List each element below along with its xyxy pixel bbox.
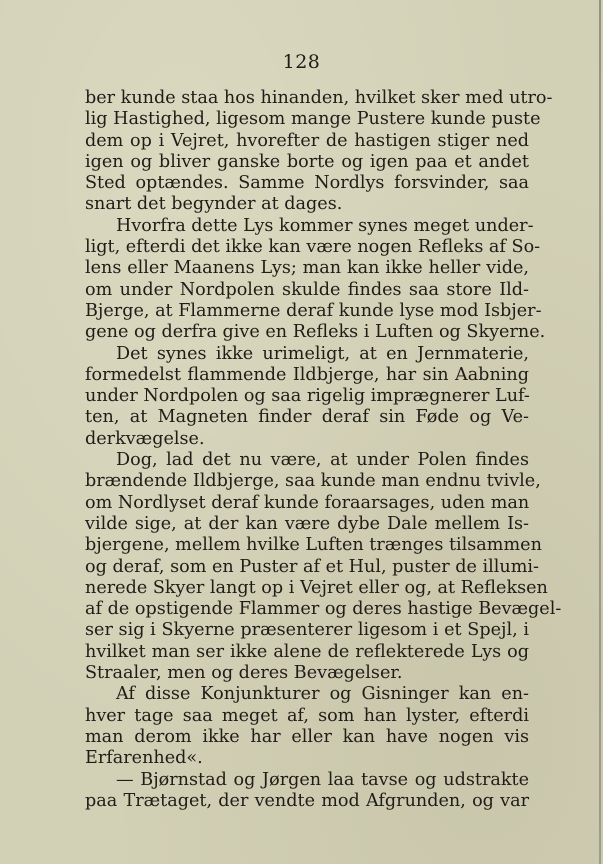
text-line: nerede Skyer langt op i Vejret eller og, at Refleksen (85, 577, 548, 598)
text-line: Bjerge, at Flammerne deraf kunde lyse mod Isbjer- (85, 300, 542, 321)
text-line: ten, at Magneten finder deraf sin Føde og Ve- (85, 407, 529, 428)
text-line: Dog, lad det nu være, at under Polen findes (116, 450, 529, 471)
text-line: dem op i Vejret, hvorefter de hastigen stiger ned (85, 130, 529, 151)
text-line: Straaler, men og deres Bevægelser. (85, 663, 403, 684)
text-line: under Nordpolen og saa rigelig imprægnerer Luf- (85, 386, 530, 407)
text-line: hver tage saa meget af, som han lyster, efterdi (85, 705, 529, 726)
text-line: snart det begynder at dages. (85, 194, 343, 215)
text-line: Sted optændes. Samme Nordlys forsvinder, saa (85, 173, 529, 194)
text-line: igen og bliver ganske borte og igen paa et andet (85, 151, 529, 172)
text-line: ber kunde staa hos hinanden, hvilket sker med utro- (85, 88, 553, 108)
text-line: paa Trætaget, der vendte mod Afgrunden, og var (85, 790, 529, 811)
text-line: ser sig i Skyerne præsenterer ligesom i et Spejl, i (85, 620, 529, 641)
text-line: lens eller Maanens Lys; man kan ikke heller vide, (85, 258, 529, 279)
text-line: og deraf, som en Puster af et Hul, puster de illumi- (85, 556, 540, 577)
text-line: man derom ikke har eller kan have nogen vis (85, 726, 529, 747)
text-line: — Bjørnstad og Jørgen laa tavse og udstrakte (116, 769, 529, 790)
text-line: formedelst flammende Ildbjerge, har sin Aabning (85, 364, 529, 385)
text-line: bjergene, mellem hvilke Luften trænges tilsammen (85, 535, 542, 556)
body-text (85, 88, 562, 812)
page-number: 128 (282, 51, 321, 73)
text-line: Erfarenhed«. (85, 748, 203, 769)
text-line: hvilket man ser ikke alene de reflekterede Lys og (85, 641, 529, 662)
text-line: brændende Ildbjerge, saa kunde man endnu tvivle, (85, 471, 541, 492)
text-line: Hvorfra dette Lys kommer synes meget under- (116, 215, 534, 236)
text-line: om Nordlyset deraf kunde foraarsages, uden man (85, 492, 530, 513)
text-line: Af disse Konjunkturer og Gisninger kan en- (116, 684, 529, 705)
text-line: lig Hastighed, ligesom mange Pustere kunde puste (85, 109, 541, 130)
text-line: gene og derfra give en Refleks i Luften og Skyerne. (85, 322, 546, 343)
text-line: vilde sige, at der kan være dybe Dale mellem Is- (85, 513, 529, 534)
text-line: om under Nordpolen skulde findes saa store Ild- (85, 279, 529, 300)
text-line: ligt, efterdi det ikke kan være nogen Refleks af So- (85, 237, 541, 258)
text-line: derkvægelse. (85, 428, 205, 449)
text-line: Det synes ikke urimeligt, at en Jernmaterie, (116, 343, 529, 364)
text-line: af de opstigende Flammer og deres hastige Bevægel- (85, 599, 562, 620)
page-edge (599, 0, 601, 864)
